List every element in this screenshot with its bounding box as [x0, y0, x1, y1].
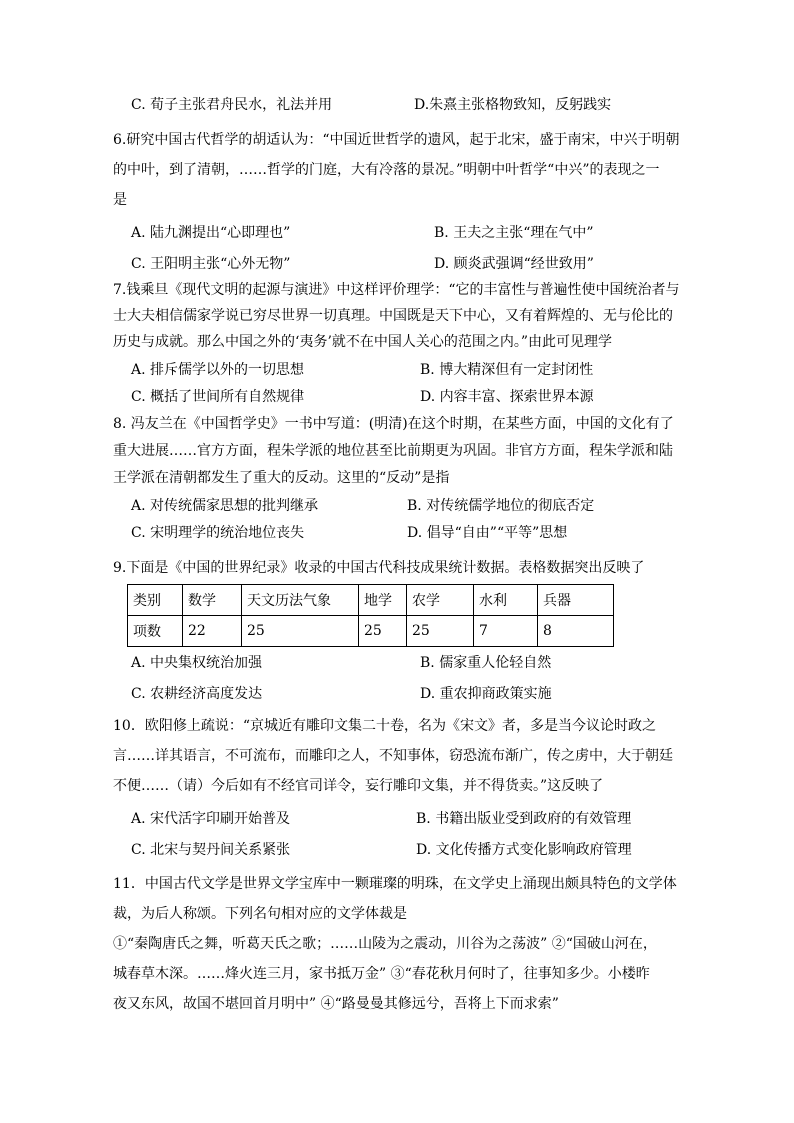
q11-stem-line-2: 裁，为后人称颂。下列名句相对应的文学体裁是: [113, 906, 407, 922]
q6-stem-line-2: 的中叶，到了清朝，……哲学的门庭，大有冷落的景况。”明朝中叶哲学“中兴”的表现之一: [113, 162, 660, 178]
q8-option-b: B. 对传统儒学地位的彻底否定: [407, 498, 595, 514]
q7-option-a: A. 排斥儒学以外的一切思想: [131, 362, 305, 378]
q6-option-a: A. 陆九渊提出“心即理也”: [131, 225, 291, 241]
q10-option-b: B. 书籍出版业受到政府的有效管理: [416, 811, 632, 827]
table-cell: 天文历法气象: [242, 585, 359, 616]
q7-option-c: C. 概括了世间所有自然规律: [131, 389, 305, 405]
q5-option-c: C. 荀子主张君舟民水，礼法并用: [131, 97, 333, 113]
q9-option-b: B. 儒家重人伦轻自然: [420, 655, 552, 671]
table-cell: 农学: [407, 585, 474, 616]
q8-stem-line-1: 8. 冯友兰在《中国哲学史》一书中写道：(明清)在这个时期，在某些方面，中国的文化有了: [113, 416, 674, 432]
table-cell: 兵器: [538, 585, 614, 616]
q10-option-a: A. 宋代活字印刷开始普及: [131, 811, 291, 827]
q7-option-d: D. 内容丰富、探索世界本源: [420, 389, 594, 405]
q7-stem-line-2: 士大夫相信儒家学说已穷尽世界一切真理。中国既是天下中心，又有着辉煌的、无与伦比的: [113, 308, 673, 324]
table-cell: 8: [538, 616, 614, 647]
q6-option-b: B. 王夫之主张“理在气中”: [434, 225, 594, 241]
q8-option-d: D. 倡导“自由”“平等”思想: [407, 525, 568, 541]
q9-option-c: C. 农耕经济高度发达: [131, 686, 263, 702]
q6-stem-line-3: 是: [113, 192, 127, 208]
q8-stem-line-3: 王学派在清朝都发生了重大的反动。这里的“反动”是指: [113, 470, 450, 486]
table-cell: 项数: [128, 616, 183, 647]
q6-stem-line-1: 6.研究中国古代哲学的胡适认为：“中国近世哲学的遗风，起于北宋，盛于南宋，中兴于明朝: [113, 132, 680, 148]
q8-option-c: C. 宋明理学的统治地位丧失: [131, 525, 305, 541]
table-row: [128, 616, 614, 647]
q8-stem-line-2: 重大进展……官方方面，程朱学派的地位甚至比前期更为巩固。非官方方面，程朱学派和陆: [113, 443, 673, 459]
q10-stem-line-2: 言……详其语言，不可流布，而雕印之人，不知事体，窃恐流布渐广，传之虏中，大于朝廷: [113, 748, 673, 764]
table-header-row: [128, 585, 614, 616]
table-cell: 地学: [359, 585, 407, 616]
q6-option-d: D. 顾炎武强调“经世致用”: [434, 256, 594, 272]
q10-option-d: D. 文化传播方式变化影响政府管理: [416, 842, 632, 858]
q7-stem-line-1: 7.钱乘旦《现代文明的起源与演进》中这样评价理学：“它的丰富性与普遍性使中国统治者与: [113, 282, 680, 298]
q11-stem-line-1: 11．中国古代文学是世界文学宝库中一颗璀璨的明珠，在文学史上涌现出颇具特色的文学体: [113, 876, 677, 892]
table-cell: 25: [242, 616, 359, 647]
q9-option-d: D. 重农抑商政策实施: [420, 686, 552, 702]
q7-option-b: B. 博大精深但有一定封闭性: [420, 362, 594, 378]
q10-option-c: C. 北宋与契丹间关系紧张: [131, 842, 291, 858]
q10-stem-line-3: 不便……（请）今后如有不经官司详令，妄行雕印文集，并不得货卖。”这反映了: [113, 778, 604, 794]
table-cell: 水利: [474, 585, 538, 616]
q8-option-a: A. 对传统儒家思想的批判继承: [131, 498, 319, 514]
table-cell: 22: [183, 616, 242, 647]
q11-stem-line-5: 夜又东风，故国不堪回首月明中” ④“路曼曼其修远兮，吾将上下而求索”: [113, 996, 559, 1012]
q10-stem-line-1: 10．欧阳修上疏说：“京城近有雕印文集二十卷，名为《宋文》者，多是当今议论时政之: [113, 718, 656, 734]
q5-option-d: D.朱熹主张格物致知，反躬践实: [414, 97, 612, 113]
q9-option-a: A. 中央集权统治加强: [131, 655, 263, 671]
q11-stem-line-4: 城春草木深。……烽火连三月，家书抵万金” ③“春花秋月何时了，往事知多少。小楼昨: [113, 966, 650, 982]
q7-stem-line-3: 历史与成就。那么中国之外的‘夷务’就不在中国人关心的范围之内。”由此可见理学: [113, 334, 613, 350]
q11-stem-line-3: ①“秦陶唐氏之舞，听葛天氏之歌；……山陵为之震动，川谷为之荡波” ②“国破山河在，: [113, 936, 657, 952]
q9-stats-table: [127, 584, 614, 647]
table-cell: 7: [474, 616, 538, 647]
table-cell: 类别: [128, 585, 183, 616]
q6-option-c: C. 王阳明主张“心外无物”: [131, 256, 291, 272]
table-cell: 25: [359, 616, 407, 647]
table-cell: 数学: [183, 585, 242, 616]
q9-stem: 9.下面是《中国的世界纪录》收录的中国古代科技成果统计数据。表格数据突出反映了: [113, 560, 645, 576]
table-cell: 25: [407, 616, 474, 647]
